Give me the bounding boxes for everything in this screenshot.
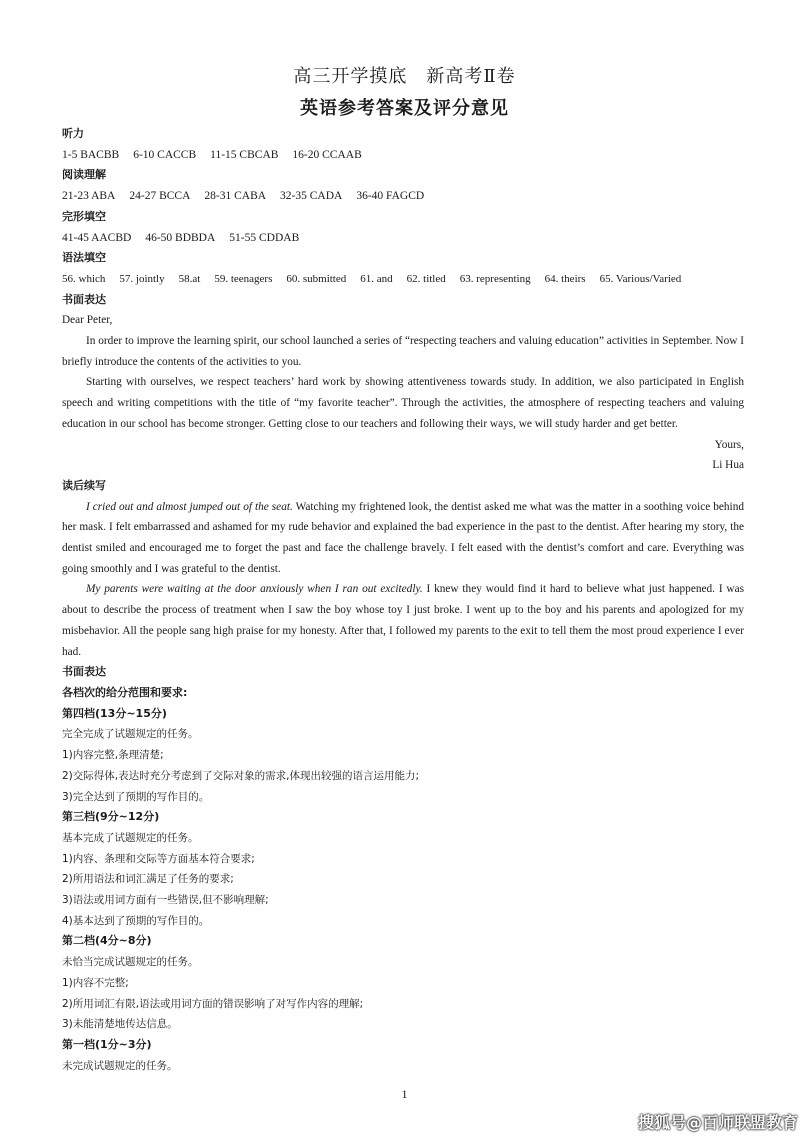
criterion-item: 3)未能清楚地传达信息。 [62, 1018, 178, 1031]
listening-answers [62, 145, 744, 166]
answer-group: 1-5 BACBB [62, 148, 120, 161]
answer-item: 59. teenagers [214, 272, 273, 285]
answer-item: 65. Various/Varied [599, 272, 682, 285]
criterion-item: 1)内容不完整; [62, 976, 129, 989]
page-number: 1 [401, 1087, 408, 1101]
answer-item: 58.at [178, 272, 201, 285]
answer-group: 41-45 AACBD [62, 231, 132, 244]
answer-group: 24-27 BCCA [129, 190, 191, 203]
answer-group: 16-20 CCAAB [292, 148, 362, 161]
paragraph-body: I knew they would find it hard to believe what just happened. I was about to describe the process of treatment when I saw the boy whose toy I just broke. I went up to the boy and his parents and apologized for my misbehavior. All the people sang high praise for my honesty. After that, I followed my parents to the exit to tell them the most proud experience I ever had. [62, 583, 744, 658]
letter-paragraph: In order to improve the learning spirit, our school launched a series of “respecting teachers and valuing education” activities in September. Now I briefly introduce the contents of the activities to you. [62, 335, 744, 368]
continuation-paragraph [62, 579, 744, 662]
criterion-item: 3)语法或用词方面有一些错误,但不影响理解; [62, 894, 269, 907]
level-description: 完全完成了试题规定的任务。 [62, 728, 199, 741]
answer-group: 51-55 CDDAB [229, 231, 300, 244]
reading-answers [62, 186, 744, 207]
criterion-item: 2)所用语法和词汇满足了任务的要求; [62, 873, 234, 886]
answer-group: 36-40 FAGCD [356, 190, 425, 203]
level-title: 第三档(9分~12分) [62, 810, 160, 824]
answer-group: 28-31 CABA [204, 190, 267, 203]
letter-paragraph: Starting with ourselves, we respect teachers’ hard work by showing attentiveness towards study. In addition, we also participated in English speech and writing competitions with the title of “my favorite teacher”. Through the activities, the atmosphere of respecting teachers and valuing education in our school has become stronger. Getting close to our teachers and following their ways, we will study harder and get better. [62, 376, 744, 430]
cloze-answers [62, 228, 744, 249]
answer-item: 57. jointly [119, 272, 165, 285]
continuation-paragraph [62, 497, 744, 580]
level-description: 未恰当完成试题规定的任务。 [62, 956, 199, 969]
answer-group: 46-50 BDBDA [145, 231, 216, 244]
answer-item: 56. which [62, 272, 106, 285]
answer-group: 32-35 CADA [280, 190, 343, 203]
criterion-item: 1)内容、条理和交际等方面基本符合要求; [62, 852, 255, 865]
scoring-heading: 书面表达 [62, 665, 106, 679]
answer-group: 11-15 CBCAB [210, 148, 279, 161]
grammar-heading: 语法填空 [62, 251, 106, 265]
level-title: 第一档(1分~3分) [62, 1037, 152, 1051]
letter-salutation: Dear Peter, [62, 314, 113, 327]
continuation-heading: 读后续写 [62, 478, 106, 492]
answer-item: 62. titled [406, 272, 446, 285]
paragraph-lead: I cried out and almost jumped out of the seat. [86, 500, 293, 513]
level-title: 第二档(4分~8分) [62, 934, 152, 948]
answer-item: 60. submitted [286, 272, 347, 285]
level-description: 基本完成了试题规定的任务。 [62, 831, 199, 844]
paragraph-body: Watching my frightened look, the dentist asked me what was the matter in a soothing voice behind her mask. I felt embarrassed and ashamed for my rude behavior and explained the bad experience in the past to the dentist. After hearing my story, the dentist smiled and encouraged me to forget the past and face the challenge bravely. I felt eased with the dentist’s comfort and care. Everything was going smoothly and I was grateful to the dentist. [62, 500, 744, 575]
letter-closing: Yours, [714, 438, 744, 451]
answer-item: 63. representing [459, 272, 531, 285]
page-subtitle: 英语参考答案及评分意见 [300, 98, 509, 119]
writing-heading: 书面表达 [62, 292, 106, 306]
criterion-item: 2)所用词汇有限,语法或用词方面的错误影响了对写作内容的理解; [62, 997, 364, 1010]
cloze-heading: 完形填空 [62, 209, 106, 223]
page-title: 高三开学摸底 新高考Ⅱ卷 [293, 66, 516, 87]
answer-group: 6-10 CACCB [133, 148, 197, 161]
letter-signature: Li Hua [712, 459, 744, 472]
answer-content [62, 124, 744, 1076]
watermark: 搜狐号@百师联盟教育 [637, 1113, 798, 1132]
criterion-item: 4)基本达到了预期的写作目的。 [62, 914, 210, 927]
scoring-subheading: 各档次的给分范围和要求: [62, 685, 188, 699]
answer-item: 64. theirs [544, 272, 586, 285]
answer-group: 21-23 ABA [62, 190, 116, 203]
criterion-item: 3)完全达到了预期的写作目的。 [62, 790, 210, 803]
paragraph-lead: My parents were waiting at the door anxiously when I ran out excitedly. [86, 583, 423, 596]
criterion-item: 2)交际得体,表达时充分考虑到了交际对象的需求,体现出较强的语言运用能力; [62, 769, 419, 782]
grammar-answers [62, 269, 744, 290]
listening-heading: 听力 [62, 127, 84, 140]
answer-item: 61. and [360, 272, 393, 285]
reading-heading: 阅读理解 [62, 168, 106, 182]
criterion-item: 1)内容完整,条理清楚; [62, 749, 164, 762]
level-title: 第四档(13分~15分) [62, 706, 167, 720]
level-description: 未完成试题规定的任务。 [62, 1059, 178, 1072]
